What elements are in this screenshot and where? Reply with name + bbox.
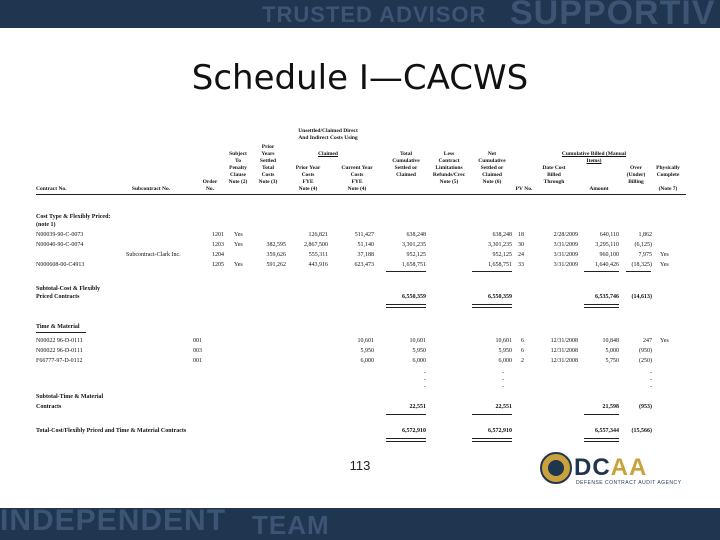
cell-subject: 1204 xyxy=(212,252,224,258)
header-line: Note (3) xyxy=(258,179,278,185)
header-line: FYE xyxy=(302,179,314,185)
double-rule xyxy=(386,438,426,442)
header-line: Settled xyxy=(259,158,277,164)
cell-net: 10,601 xyxy=(495,338,512,344)
cell-subject: 1201 xyxy=(212,232,224,238)
cell-date: 12/31/2008 xyxy=(550,348,578,354)
header-over-under-billing xyxy=(621,165,651,186)
cell-net: 3,301,235 xyxy=(488,242,512,248)
rule-over xyxy=(626,271,651,272)
cell-over: (6,125) xyxy=(634,242,652,248)
cell-total: 952,125 xyxy=(406,252,426,258)
header-pv-no: PV No. xyxy=(515,186,533,192)
grand-total-total: 6,572,910 xyxy=(402,428,426,434)
banner-watermark-independent: INDEPENDENT xyxy=(0,508,227,537)
double-rule xyxy=(472,304,512,308)
wordmark-part: DC xyxy=(574,454,611,481)
cell-over: (250) xyxy=(639,358,652,364)
header-line: Limitations xyxy=(435,165,463,171)
header-line: Total xyxy=(399,151,413,157)
cell-pv: 24 xyxy=(518,252,524,258)
dash-cell: - xyxy=(650,384,652,390)
header-line: Prior Year xyxy=(295,165,321,171)
subtotal-text: Subtotal-Time & Material xyxy=(36,394,104,400)
header-group-cumulative-billed: Cumulative Billed (Manual Items) xyxy=(561,151,627,164)
cell-prior-year: 443,916 xyxy=(308,262,328,268)
cell-contract: N00022 96-D-0111 xyxy=(36,348,83,354)
header-line: Less xyxy=(443,151,455,157)
header-prior-years xyxy=(251,144,285,151)
banner-watermark-team: TEAM xyxy=(252,510,330,540)
cell-total: 3,301,235 xyxy=(402,242,426,248)
rule xyxy=(584,414,619,415)
cell-total: 5,950 xyxy=(412,348,426,354)
subtotal-cost-row xyxy=(36,294,686,302)
subtotal-text: Contracts xyxy=(36,404,62,410)
cell-amount: 10,848 xyxy=(602,338,619,344)
grand-total-label: Total-Cost/Flexibly Priced and Time & Material Contracts xyxy=(36,428,187,434)
cell-prior-year: 126,821 xyxy=(308,232,328,238)
header-line: (Under) xyxy=(626,172,646,178)
subtotal-net: 6,550,359 xyxy=(488,294,512,300)
cell-sub: Subcontract-Clark Inc. xyxy=(126,252,181,258)
section-title-cost-type xyxy=(36,214,686,222)
cell-contract: N000608-00-C4913 xyxy=(36,262,85,268)
header-line: To xyxy=(235,158,241,164)
cell-over: 7,975 xyxy=(638,252,652,258)
cell-date: 2/28/2009 xyxy=(553,232,578,238)
header-order-no xyxy=(196,179,224,193)
header-contract-no: Contract No. xyxy=(36,186,67,192)
cell-prior-year: 555,311 xyxy=(308,252,328,258)
header-line: Costs xyxy=(301,172,315,178)
cell-subject: 1205 xyxy=(212,262,224,268)
dash-cell: - xyxy=(502,370,504,376)
cell-over: (950) xyxy=(639,348,652,354)
cell-subject: 1203 xyxy=(212,242,224,248)
header-line: Net xyxy=(487,151,497,157)
header-amount: Amount xyxy=(589,186,609,192)
header-line: Through xyxy=(543,179,565,185)
dcaa-logo xyxy=(540,450,680,490)
rule-net xyxy=(472,271,512,272)
header-current-year-costs xyxy=(334,165,380,193)
section-title-text: Time & Material xyxy=(36,324,80,330)
cell-over: 247 xyxy=(643,338,652,344)
header-line: Claimed xyxy=(396,172,416,178)
cell-contract: N00022 96-D-0111 xyxy=(36,338,83,344)
cell-amount: 640,110 xyxy=(599,232,619,238)
page-number: 113 xyxy=(349,458,371,473)
top-banner xyxy=(0,0,720,28)
dash-cell: - xyxy=(424,370,426,376)
wordmark-part: AA xyxy=(610,454,648,481)
header-line: FYE xyxy=(351,179,363,185)
header-line: Contract xyxy=(438,158,460,164)
cell-amount: 960,100 xyxy=(599,252,619,258)
subtotal-text: Priced Contracts xyxy=(36,294,80,300)
section-title-time-material xyxy=(36,324,686,332)
header-line: Claimed xyxy=(482,172,502,178)
header-date-cost-billed xyxy=(534,165,574,186)
empty-row xyxy=(36,384,686,392)
dash-cell: - xyxy=(502,377,504,383)
dcaa-seal-icon xyxy=(540,452,572,484)
header-line: Settled or xyxy=(480,165,504,171)
header-total-cumulative xyxy=(386,151,426,179)
header-line: Refunds/Crec xyxy=(432,172,466,178)
header-line: Penalty xyxy=(229,165,247,171)
cell-pv: 6 xyxy=(521,348,524,354)
header-line: Costs xyxy=(261,172,275,178)
cell-date: 12/31/2008 xyxy=(550,338,578,344)
grand-total-row xyxy=(36,428,686,436)
cell-complete: Yes xyxy=(660,262,669,268)
cell-net: 952,125 xyxy=(492,252,512,258)
cell-order: 001 xyxy=(193,358,202,364)
cell-date: 3/31/2009 xyxy=(553,242,578,248)
header-line: Physically xyxy=(656,165,680,171)
cell-prior-year: 2,867,500 xyxy=(304,242,328,248)
table-row xyxy=(36,232,686,240)
cell-date: 3/31/2009 xyxy=(553,252,578,258)
header-rule xyxy=(36,194,686,195)
cell-net: 638,248 xyxy=(492,232,512,238)
subtotal-amount: 21,598 xyxy=(602,404,619,410)
cell-total: 10,601 xyxy=(409,338,426,344)
header-prior-year-costs xyxy=(288,165,328,193)
slide-title: Schedule I—CACWS xyxy=(191,58,529,98)
grand-total-amount: 6,557,344 xyxy=(595,428,619,434)
table-row xyxy=(36,348,686,356)
header-line: Note (4) xyxy=(298,186,318,192)
cell-complete: Yes xyxy=(660,252,669,258)
cell-current-year: 623,473 xyxy=(354,262,374,268)
cell-date: 3/31/2009 xyxy=(553,262,578,268)
cell-prior-settled: 591,262 xyxy=(266,262,286,268)
banner-watermark-trusted-advisor: TRUSTED ADVISOR xyxy=(262,2,487,27)
cell-over: 1,862 xyxy=(638,232,652,238)
header-less-contract-limitations xyxy=(428,151,470,186)
cell-total: 638,248 xyxy=(406,232,426,238)
dash-cell: - xyxy=(502,384,504,390)
rule-amount xyxy=(584,271,619,272)
dcaa-subtitle: DEFENSE CONTRACT AUDIT AGENCY xyxy=(576,480,682,486)
cell-current-year: 511,427 xyxy=(354,232,374,238)
cell-amount: 1,640,426 xyxy=(595,262,619,268)
subtotal-net: 22,551 xyxy=(495,404,512,410)
header-line: Note (5) xyxy=(439,179,459,185)
header-line: Prior xyxy=(261,144,275,150)
cell-penalty: Yes xyxy=(234,242,243,248)
dash-cell: - xyxy=(424,384,426,390)
section-note xyxy=(36,222,686,230)
subtotal-tm-row xyxy=(36,404,686,412)
header-prior-years-settled xyxy=(251,151,285,186)
header-line: Cumulative xyxy=(478,158,506,164)
header-line: Subject xyxy=(229,151,247,157)
cell-net: 5,950 xyxy=(498,348,512,354)
section-note-text: (note 1) xyxy=(36,222,56,228)
header-net-cumulative xyxy=(472,151,512,186)
header-subcontract-no: Subcontract No. xyxy=(131,186,171,192)
header-line: Costs xyxy=(350,172,364,178)
cell-amount: 3,295,110 xyxy=(595,242,619,248)
cell-pv: 6 xyxy=(521,338,524,344)
cell-amount: 5,000 xyxy=(605,348,619,354)
section-title-text: Cost Type & Flexibly Priced: xyxy=(36,214,111,220)
header-line: No. xyxy=(205,186,215,192)
subtotal-total: 22,551 xyxy=(409,404,426,410)
cell-pv: 18 xyxy=(518,232,524,238)
double-rule xyxy=(472,438,512,442)
cell-current-year: 51,140 xyxy=(357,242,374,248)
header-group-unsettled xyxy=(288,128,368,142)
table-row xyxy=(36,262,686,270)
dash-cell: - xyxy=(650,370,652,376)
cell-contract: N00040-90-C-0074 xyxy=(36,242,84,248)
header-line: Years xyxy=(261,151,275,157)
header-line: Over xyxy=(630,165,642,171)
header-line: Current Year xyxy=(341,165,373,171)
cell-amount: 5,750 xyxy=(605,358,619,364)
header-line: Clause xyxy=(230,172,246,178)
cell-pv: 33 xyxy=(518,262,524,268)
header-line: (Note 7) xyxy=(658,186,678,192)
cell-prior-settled: 382,595 xyxy=(266,242,286,248)
double-rule xyxy=(584,304,619,308)
header-line: Billed xyxy=(547,172,561,178)
cell-net: 6,000 xyxy=(498,358,512,364)
cell-penalty: Yes xyxy=(234,262,243,268)
table-row xyxy=(36,358,686,366)
rule xyxy=(386,414,426,415)
subtotal-total: 6,550,359 xyxy=(402,294,426,300)
cell-current-year: 5,950 xyxy=(360,348,374,354)
header-line: Note (2) xyxy=(228,179,248,185)
header-line: Total xyxy=(261,165,275,171)
header-line: Settled or xyxy=(394,165,418,171)
cell-contract: N00039-90-C-0073 xyxy=(36,232,84,238)
cell-prior-settled: 359,626 xyxy=(266,252,286,258)
header-group-claimed: Claimed xyxy=(318,151,338,157)
rule-total xyxy=(386,271,426,272)
cell-order: 003 xyxy=(193,348,202,354)
cell-complete: Yes xyxy=(660,338,669,344)
cell-total: 1,658,751 xyxy=(402,262,426,268)
header-line: Cumulative xyxy=(392,158,420,164)
subtotal-text: Subtotal-Cost & Flexibly xyxy=(36,286,101,292)
subtotal-amount: 6,535,746 xyxy=(595,294,619,300)
header-line: Note (6) xyxy=(482,179,502,185)
double-rule xyxy=(386,304,426,308)
cell-order: 001 xyxy=(193,338,202,344)
dash-cell: - xyxy=(650,377,652,383)
table-row xyxy=(36,242,686,250)
header-subject-to-penalty xyxy=(224,151,252,186)
subtotal-tm-label-a xyxy=(36,394,686,402)
subtotal-over: (953) xyxy=(639,404,652,410)
header-physically-complete xyxy=(650,165,686,193)
double-rule xyxy=(584,438,619,442)
table-row xyxy=(36,338,686,346)
header-line: Billing xyxy=(628,179,644,185)
cell-date: 12/31/2008 xyxy=(550,358,578,364)
table-row xyxy=(36,252,686,260)
cell-penalty: Yes xyxy=(234,232,243,238)
cell-pv: 30 xyxy=(518,242,524,248)
cell-current-year: 10,601 xyxy=(357,338,374,344)
subtotal-over: (14,613) xyxy=(631,294,652,300)
dash-cell: - xyxy=(424,377,426,383)
header-line: Complete xyxy=(656,172,680,178)
cell-contract: F66777-97-D-0112 xyxy=(36,358,83,364)
header-group-line: And Indirect Costs Using xyxy=(298,135,358,141)
cell-current-year: 37,188 xyxy=(357,252,374,258)
section-underline xyxy=(36,332,86,333)
cell-over: (18,325) xyxy=(631,262,652,268)
bottom-banner xyxy=(0,508,720,540)
cell-current-year: 6,000 xyxy=(360,358,374,364)
cell-total: 6,000 xyxy=(412,358,426,364)
grand-total-over: (15,566) xyxy=(631,428,652,434)
dcaa-wordmark xyxy=(574,454,647,482)
header-line: Note (4) xyxy=(347,186,367,192)
grand-total-net: 6,572,910 xyxy=(488,428,512,434)
cell-pv: 2 xyxy=(521,358,524,364)
header-line: Order xyxy=(202,179,218,185)
cell-net: 1,658,751 xyxy=(488,262,512,268)
header-group-line: Unsettled/Claimed Direct xyxy=(298,128,358,134)
rule xyxy=(472,414,512,415)
banner-watermark-supportive: SUPPORTIV xyxy=(510,0,716,28)
header-line: Date Cost xyxy=(542,165,566,171)
subtotal-cost-label-a xyxy=(36,286,686,294)
